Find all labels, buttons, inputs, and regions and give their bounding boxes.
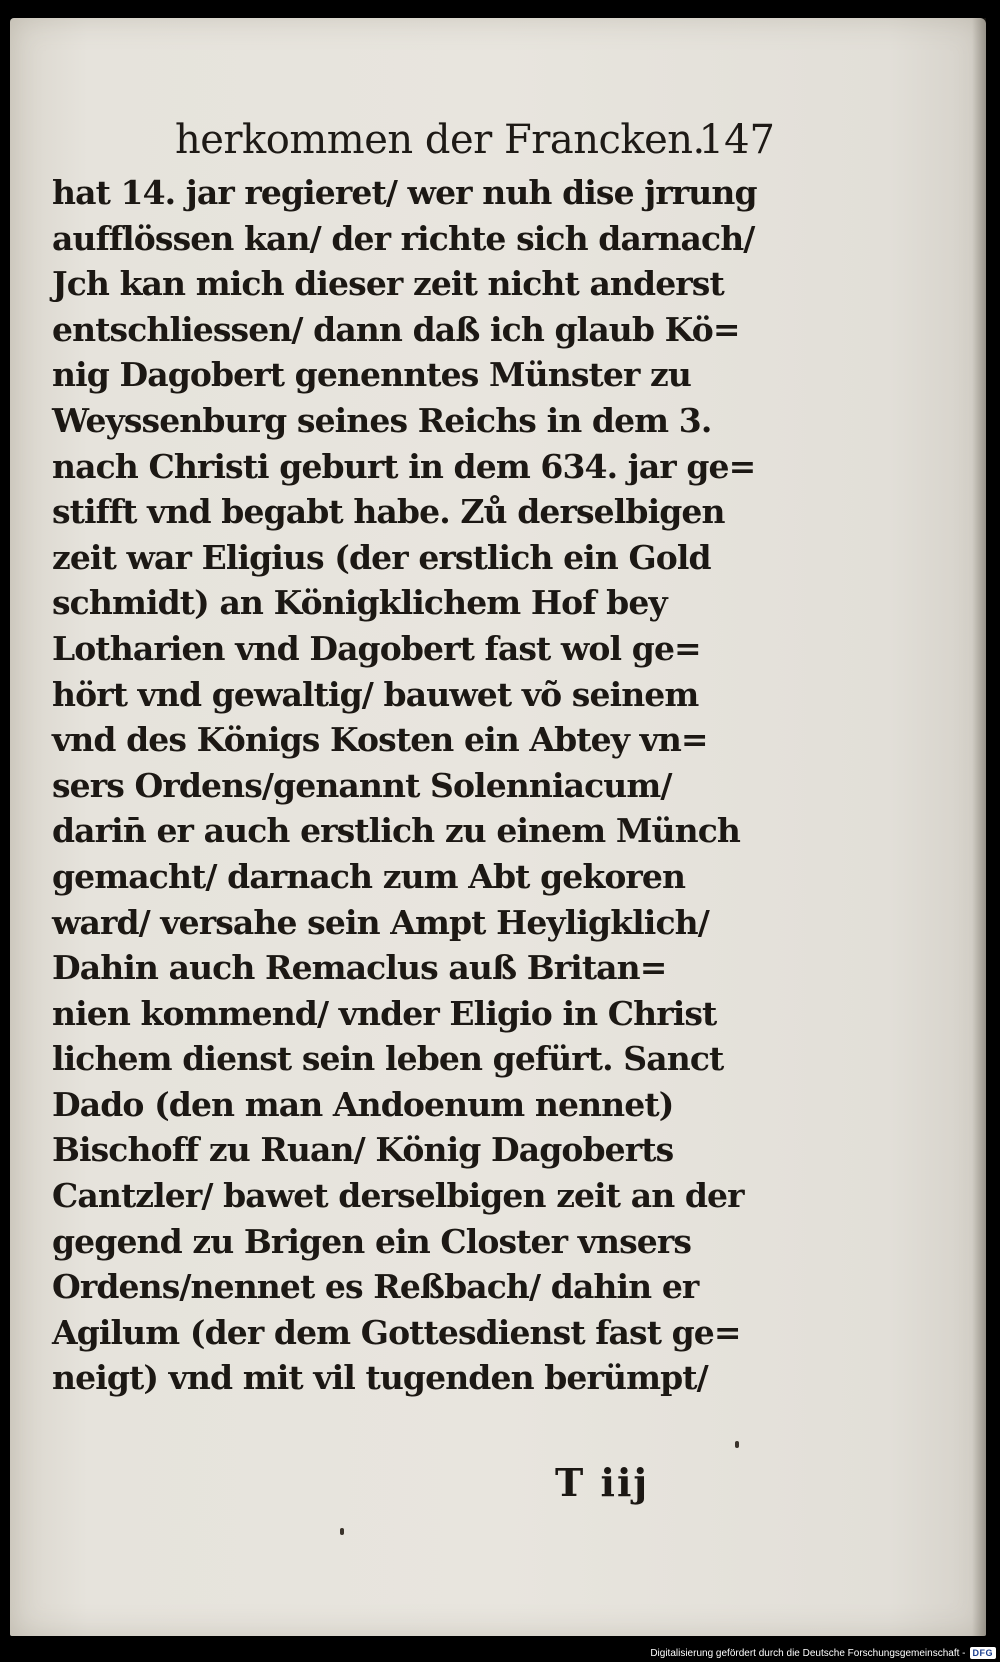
- text-line: Bischoff zu Ruan/ König Dagoberts: [52, 1130, 674, 1170]
- text-line: ward/ versahe sein Ampt Heyligklich/: [52, 902, 709, 942]
- ink-speck: [340, 1528, 344, 1535]
- text-line: nien kommend/ vnder Eligio in Christ: [52, 993, 717, 1033]
- text-line: darin̄ er auch erstlich zu einem Münch: [52, 811, 740, 851]
- text-line: Agilum (der dem Gottesdienst fast ge=: [52, 1312, 741, 1352]
- body-text: [52, 170, 772, 1401]
- page-header: [175, 112, 775, 168]
- text-line: aufflössen kan/ der richte sich darnach/: [52, 218, 755, 258]
- text-line: sers Ordens/genannt Solenniacum/: [52, 765, 672, 805]
- text-line: Ordens/nennet es Reßbach/ dahin er: [52, 1267, 699, 1307]
- text-line: gegend zu Brigen ein Closter vnsers: [52, 1221, 692, 1261]
- text-line: Dado (den man Andoenum nennet): [52, 1084, 674, 1124]
- digitization-credit: [646, 1644, 1000, 1662]
- text-line: nach Christi geburt in dem 634. jar ge=: [52, 446, 756, 486]
- text-line: Cantzler/ bawet derselbigen zeit an der: [52, 1176, 744, 1216]
- text-line: zeit war Eligius (der erstlich ein Gold: [52, 537, 711, 577]
- dfg-logo: DFG: [970, 1647, 997, 1659]
- text-line: Weyssenburg seines Reichs in dem 3.: [52, 400, 712, 440]
- text-line: lichem dienst sein leben gefürt. Sanct: [52, 1039, 724, 1079]
- text-line: Jch kan mich dieser zeit nicht anderst: [52, 264, 724, 304]
- text-line: entschliessen/ dann daß ich glaub Kö=: [52, 309, 740, 349]
- credit-text: Digitalisierung gefördert durch die Deutsche Forschungsgemeinschaft -: [650, 1647, 966, 1659]
- signature-mark: T iij: [555, 1460, 650, 1505]
- text-line: Lotharien vnd Dagobert fast wol ge=: [52, 628, 701, 668]
- text-line: neigt) vnd mit vil tugenden berümpt/: [52, 1358, 708, 1398]
- page-edge-shadow: [972, 18, 986, 1636]
- running-head: herkommen der Francken.: [175, 117, 705, 163]
- text-line: vnd des Königs Kosten ein Abtey vn=: [52, 720, 708, 760]
- text-line: gemacht/ darnach zum Abt gekoren: [52, 856, 686, 896]
- text-line: hat 14. jar regieret/ wer nuh dise jrrung: [52, 173, 757, 212]
- text-line: hört vnd gewaltig/ bauwet võ seinem: [52, 674, 699, 714]
- ink-speck: [735, 1441, 739, 1448]
- page-number: 147: [698, 117, 775, 163]
- text-line: schmidt) an Königklichem Hof bey: [52, 583, 667, 623]
- text-line: nig Dagobert genenntes Münster zu: [52, 355, 691, 395]
- text-line: Dahin auch Remaclus auß Britan=: [52, 948, 667, 988]
- text-line: stifft vnd begabt habe. Zů derselbigen: [52, 492, 725, 532]
